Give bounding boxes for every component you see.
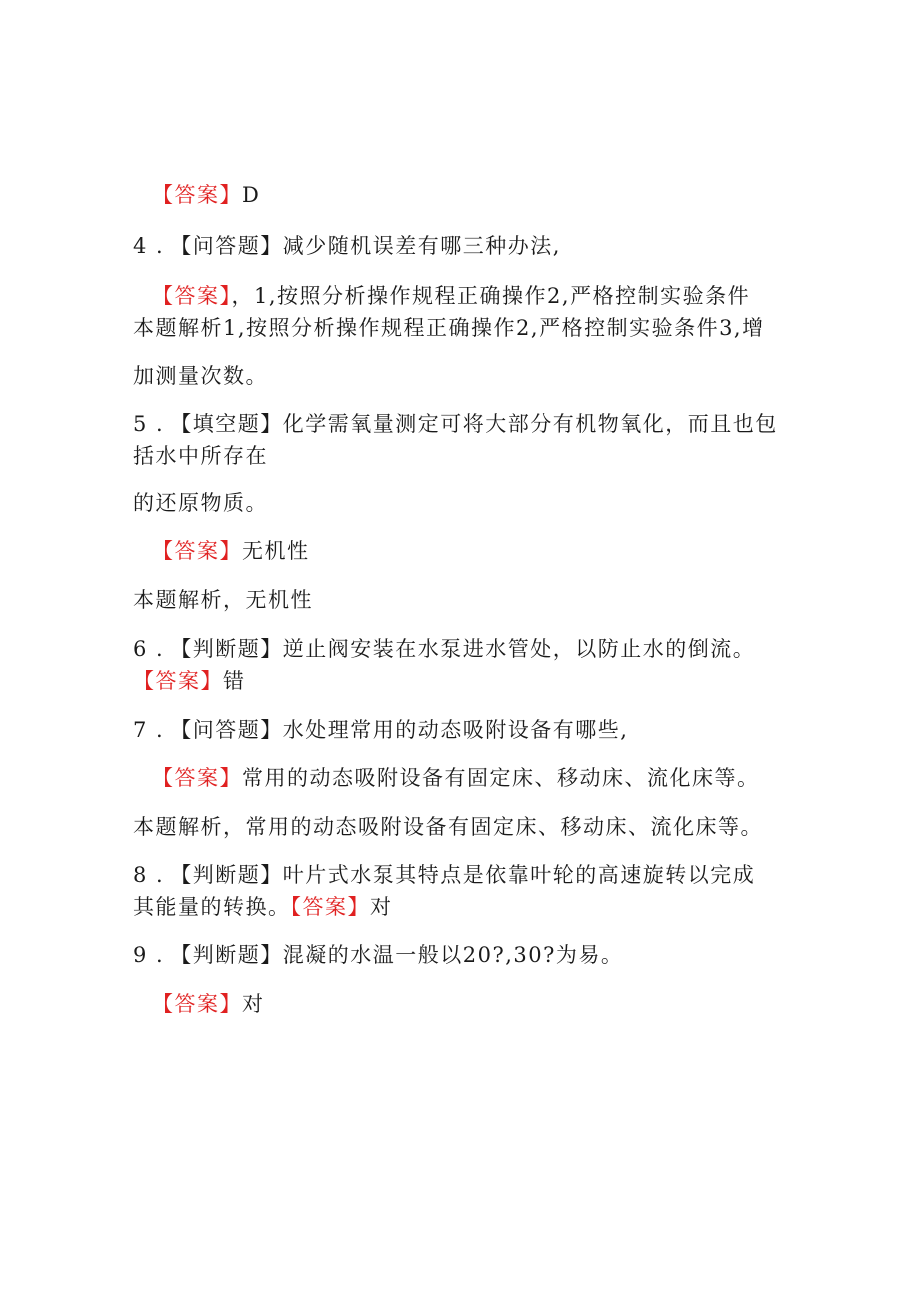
answer-text: 对 bbox=[370, 895, 393, 919]
answer-tag: 【答案】 bbox=[152, 539, 242, 563]
question-type: 【填空题】 bbox=[170, 412, 283, 436]
question-type: 【判断题】 bbox=[170, 637, 283, 661]
question-number: 6 . bbox=[133, 637, 165, 661]
question-6 bbox=[133, 635, 755, 663]
answer-tag: 【答案】 bbox=[152, 284, 232, 308]
answer-line bbox=[152, 282, 750, 310]
analysis-line bbox=[133, 362, 268, 390]
answer-text: 对 bbox=[242, 992, 265, 1016]
question-text: 其能量的转换。 bbox=[133, 895, 291, 919]
answer-line bbox=[152, 181, 260, 209]
question-9 bbox=[133, 941, 623, 969]
answer-tag: 【答案】 bbox=[133, 669, 223, 693]
question-5 bbox=[133, 410, 778, 438]
answer-line bbox=[152, 537, 310, 565]
analysis-text: 加测量次数。 bbox=[133, 364, 268, 388]
answer-tag: 【答案】 bbox=[152, 766, 242, 790]
answer-line bbox=[133, 667, 246, 695]
analysis-text: 本题解析，常用的动态吸附设备有固定床、移动床、流化床等。 bbox=[133, 815, 763, 839]
question-4 bbox=[133, 232, 561, 260]
answer-line bbox=[152, 764, 760, 792]
answer-tag: 【答案】 bbox=[290, 895, 370, 919]
question-text: 水处理常用的动态吸附设备有哪些, bbox=[282, 718, 629, 742]
question-type: 【问答题】 bbox=[170, 718, 283, 742]
question-number: 8 . bbox=[133, 863, 165, 887]
analysis-text: 本题解析1,按照分析操作规程正确操作2,严格控制实验条件3,增 bbox=[133, 316, 765, 340]
analysis-text: 本题解析，无机性 bbox=[133, 588, 313, 612]
analysis-line bbox=[133, 586, 313, 614]
analysis-line bbox=[133, 314, 765, 342]
question-text-cont bbox=[133, 489, 268, 517]
question-text: 的还原物质。 bbox=[133, 491, 268, 515]
question-text: 减少随机误差有哪三种办法, bbox=[282, 234, 561, 258]
question-text: 逆止阀安装在水泵进水管处，以防止水的倒流。 bbox=[282, 637, 756, 661]
question-7 bbox=[133, 716, 628, 744]
question-type: 【判断题】 bbox=[170, 943, 283, 967]
answer-text: 无机性 bbox=[242, 539, 310, 563]
answer-tag: 【答案】 bbox=[152, 992, 242, 1016]
answer-text: ，1,按照分析操作规程正确操作2,严格控制实验条件 bbox=[231, 284, 751, 308]
question-type: 【问答题】 bbox=[170, 234, 283, 258]
question-text-cont bbox=[133, 442, 268, 470]
analysis-line bbox=[133, 813, 763, 841]
answer-text: 常用的动态吸附设备有固定床、移动床、流化床等。 bbox=[242, 766, 760, 790]
question-number: 9 . bbox=[133, 943, 165, 967]
answer-text: 错 bbox=[223, 669, 246, 693]
question-number: 7 . bbox=[133, 718, 165, 742]
answer-tag: 【答案】 bbox=[152, 183, 242, 207]
answer-text: D bbox=[242, 183, 261, 207]
question-text: 化学需氧量测定可将大部分有机物氧化，而且也包 bbox=[282, 412, 778, 436]
question-text: 括水中所存在 bbox=[133, 444, 268, 468]
question-number: 5 . bbox=[133, 412, 165, 436]
question-text: 叶片式水泵其特点是依靠叶轮的高速旋转以完成 bbox=[282, 863, 756, 887]
question-text: 混凝的水温一般以20?,30?为易。 bbox=[282, 943, 624, 967]
question-number: 4 . bbox=[133, 234, 165, 258]
answer-line bbox=[152, 990, 265, 1018]
question-text-cont bbox=[133, 893, 393, 921]
question-type: 【判断题】 bbox=[170, 863, 283, 887]
question-8 bbox=[133, 861, 755, 889]
